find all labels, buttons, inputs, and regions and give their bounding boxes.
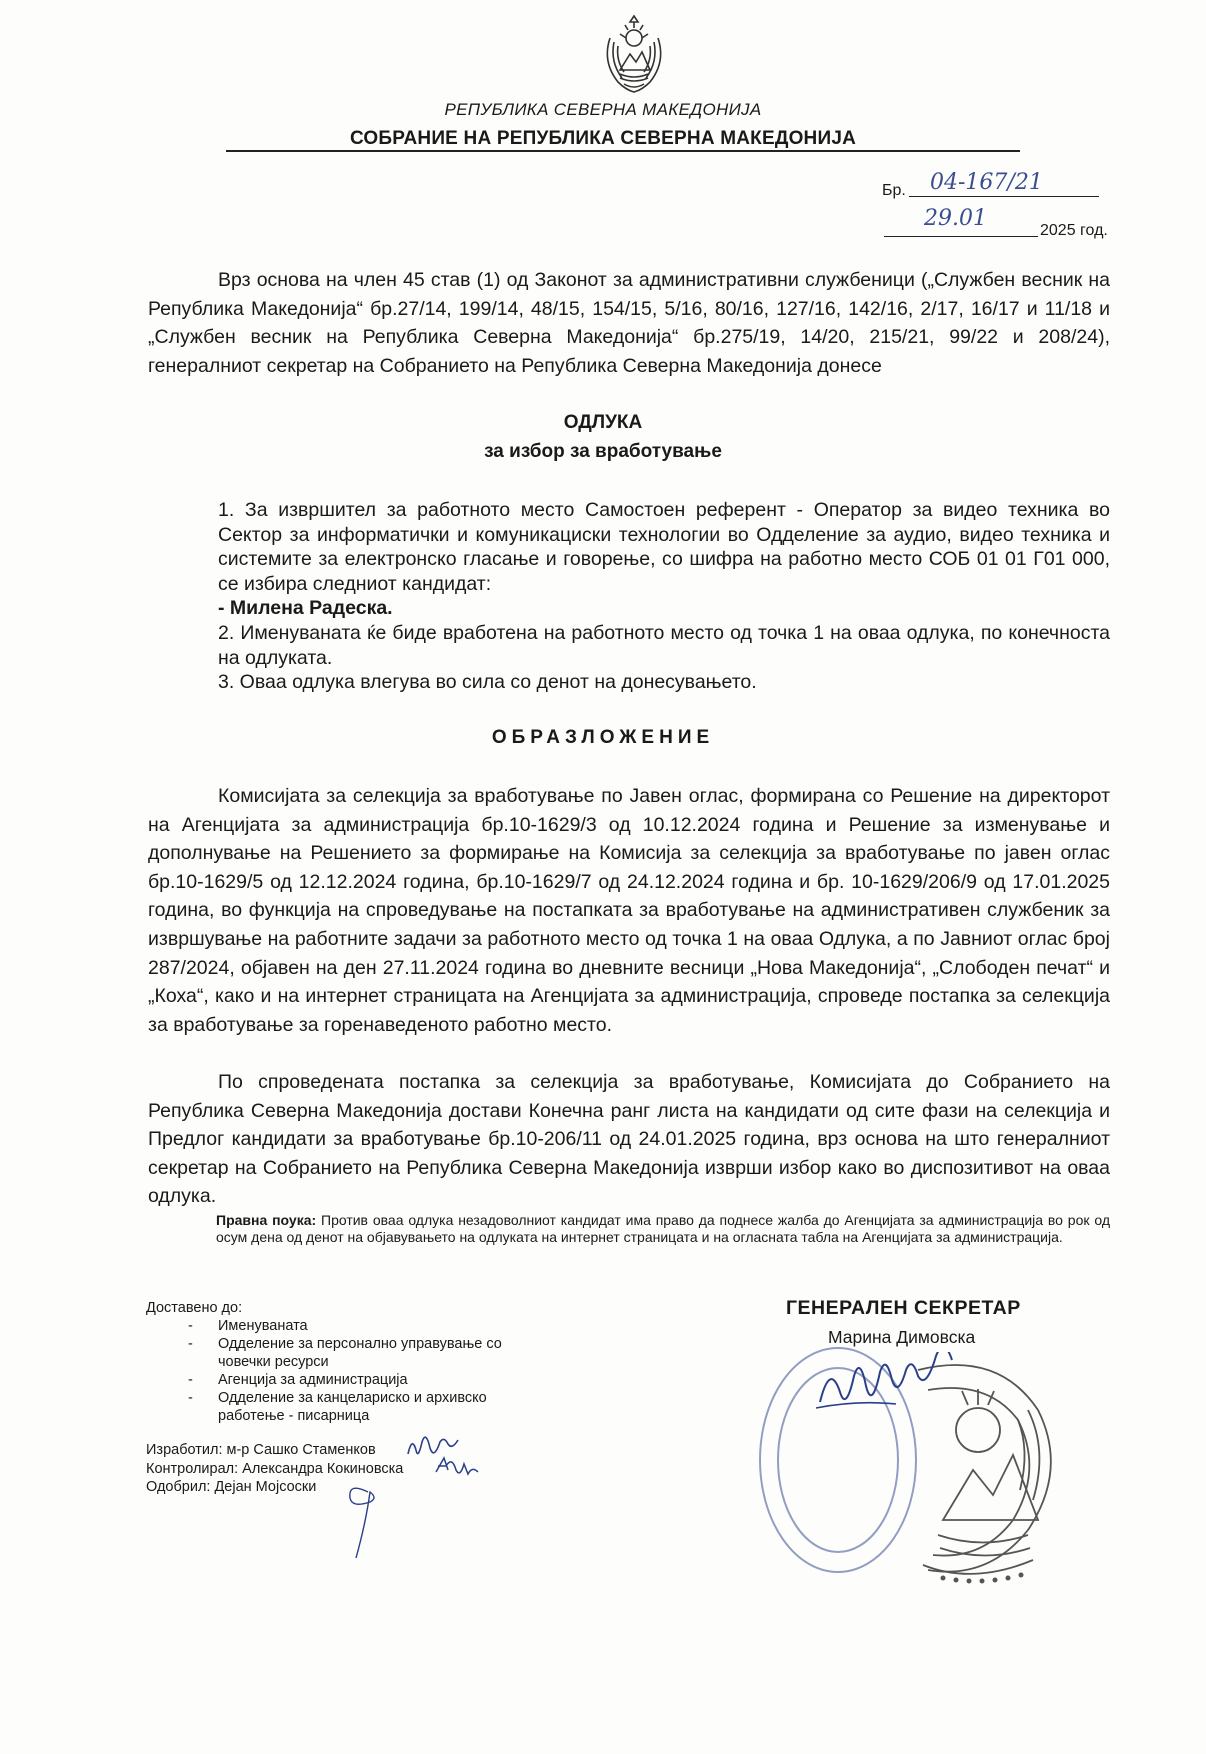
decision-items (218, 498, 1110, 695)
approved-by: Одобрил: Дејан Мојсоски (146, 1479, 317, 1495)
controlled-by: Контролирал: Александра Кокиновска (146, 1460, 404, 1477)
institution-name: СОБРАНИЕ НА РЕПУБЛИКА СЕВЕРНА МАКЕДОНИЈА (349, 128, 857, 149)
delivery-item: - Одделение за персонално управување со човечки ресурси (146, 1335, 646, 1371)
reasoning-paragraph-2: По спроведената постапка за селекција за вработување, Комисијата до Собранието на Република Северна Македонија достави Конечна ранг листа на кандидати од сите фази на селекција и Предлог кандидати за вработување бр.10-206/11 од 24.01.2025 година, врз основа на што генералниот секретар на Собранието на Република Северна Македонија изврши избор како во диспозитивот на оваа одлука. (148, 1071, 1110, 1208)
prepared-by: Изработил: м-р Сашко Стаменков (146, 1442, 376, 1458)
country-name: РЕПУБЛИКА СЕВЕРНА МАКЕДОНИЈА (444, 100, 762, 119)
decision-item-2: 2. Именуваната ќе биде вработена на работното место од точка 1 на оваа одлука, по конечноста на одлуката. (218, 621, 1110, 669)
reasoning-paragraph-1: Комисијата за селекција за вработување по Јавен оглас, формирана со Решение на директорот на Агенцијата за администрација бр.10-1629/3 од 10.12.2024 година и Решение за изменување и дополнување на Решението за формирање на Комисија за селекција за вработување по јавен оглас бр.10-1629/5 од 12.12.2024 година, бр.10-1629/7 од 24.12.2024 година и бр. 10-1629/206/9 од 17.01.2025 година, во функција на спроведување на постапката за вработување на административен службеник за извршување на работните задачи за работното место од точка 1 на оваа Одлука, а по Јавниот оглас број 287/2024, објавен на ден 27.11.2024 година во дневните весници „Нова Македонија“, „Слободен печат“ и „Коха“, како и на интернет страницата на Агенцијата за администрација, спроведе постапка за селекција за вработување за горенаведеното работно место. (148, 785, 1110, 1036)
preparation-block (146, 1441, 646, 1497)
coat-of-arms-emblem (598, 12, 670, 96)
legal-notice (134, 1212, 1110, 1246)
initials-2 (432, 1452, 492, 1480)
signature (810, 1352, 990, 1412)
delivery-item: - Одделение за канцелариско и архивско работење - писарница (146, 1389, 646, 1425)
delivery-item: - Именуваната (146, 1317, 646, 1335)
year-suffix: 2025 год. (1040, 222, 1108, 239)
delivery-item: - Агенција за администрација (146, 1371, 646, 1389)
signatory-name: Марина Димовска (828, 1327, 976, 1347)
signatory-title: ГЕНЕРАЛЕН СЕКРЕТАР (786, 1297, 1021, 1319)
legal-notice-text: Против оваа одлука незадоволниот кандидат има право да поднесе жалба до Агенцијата за администрација во рок од осум дена од денот на објавувањето на одлуката на интернет страницата и на огласната табла на Агенцијата за администрација. (216, 1212, 1110, 1246)
initials-3 (338, 1474, 388, 1564)
legal-notice-label: Правна поука: (216, 1212, 317, 1228)
preamble-paragraph: Врз основа на член 45 став (1) од Законот за административни службеници („Службен весник на Република Македонија“ бр.27/14, 199/14, 48/15, 154/15, 5/16, 80/16, 127/16, 142/16, 2/17, 16/17 и 11/18 и „Службен весник на Република Северна Македонија“ бр.275/19, 14/20, 215/21, 99/22 и 208/24), генералниот секретар на Собранието на Република Северна Македонија донесе (148, 269, 1110, 377)
header-divider (226, 150, 1020, 152)
delivery-title: Доставено до: (146, 1300, 243, 1316)
selected-candidate: - Милена Радеска. (218, 597, 393, 620)
number-label: Бр. (882, 182, 906, 199)
reasoning-title: ОБРАЗЛОЖЕНИЕ (491, 727, 715, 748)
decision-subtitle: за избор за вработување (484, 441, 722, 462)
decision-item-3: 3. Оваа одлука влегува во сила со денот на донесувањето. (218, 671, 757, 694)
delivery-list (146, 1299, 646, 1425)
decision-item-1: 1. За извршител за работното место Самостоен референт - Оператор за видео техника во Сектор за информатички и комуникациски технологии во Одделение за аудио, видео техника и системите за електронско гласање и говорење, со шифра на работно место СОБ 01 01 Г01 000, се избира следниот кандидат: (218, 499, 1110, 595)
handwritten-date: 29.01 (924, 206, 987, 231)
decision-title: ОДЛУКА (563, 412, 643, 433)
handwritten-number: 04-167/21 (930, 170, 1043, 195)
